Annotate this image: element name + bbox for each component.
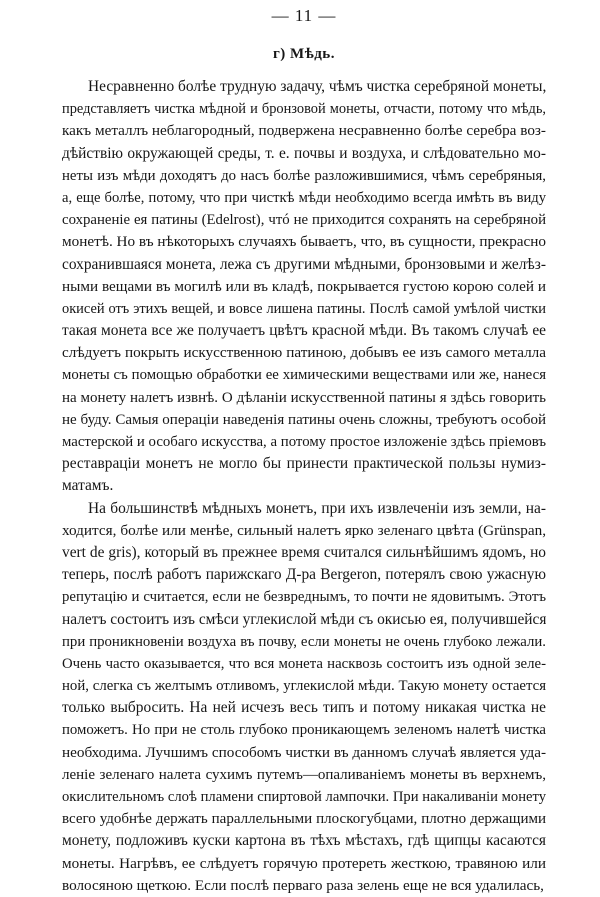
text-line: а, еще болѣе, потому, что при чисткѣ мѣди необходимо всегда имѣть въ виду: [62, 189, 546, 206]
text-line: монеты. Нагрѣвъ, ее слѣдуетъ горячую протереть жесткою, травяною или: [62, 854, 546, 872]
text-line: представляетъ чистка мѣдной и бронзовой монеты, отчасти, потому что мѣдь,: [62, 101, 546, 118]
page-number: — 11 —: [271, 6, 337, 25]
text-line: при проникновеніи воздуха въ почву, если монеты не очень глубоко лежали.: [62, 633, 546, 650]
text-line: налетъ состоитъ изъ смѣси углекислой мѣди съ окисью ея, получившейся: [62, 610, 546, 628]
text-line: ной, слегка съ желтымъ отливомъ, углекислой мѣди. Такую монету остается: [62, 678, 546, 695]
body-text: [62, 76, 546, 897]
text-line: репутацію и считается, если не безвреднымъ, то почти не ядовитымъ. Этотъ: [62, 589, 546, 606]
text-line: только выбросить. На ней исчезъ весь типъ и потому никакая чистка не: [62, 699, 546, 717]
text-line: какъ металлъ неблагородный, подвержена несравненно болѣе серебра воз-: [62, 122, 546, 140]
text-line: не буду. Самыя операціи наведенія патины очень сложны, требуютъ особой: [62, 411, 546, 428]
text-line: необходима. Лучшимъ способомъ чистки въ данномъ случаѣ является уда-: [62, 743, 546, 761]
text-line: окислительномъ слоѣ пламени спиртовой лампочки. При накаливаніи монету: [62, 789, 546, 805]
text-line: всего удобнѣе держать параллельными плоскогубцами, плотно держащими: [62, 811, 546, 828]
text-line: матамъ.: [62, 477, 114, 495]
text-line: мастерской и особаго искусства, а потому простое изложеніе здѣсь пріемовъ: [62, 434, 546, 450]
text-line: ными вещами въ могилѣ или въ кладѣ, покрывается густою корою солей и: [62, 277, 546, 295]
text-line: сохраненіе ея патины (Edelrost), чтó не приходится сохранять на серебряной: [62, 212, 546, 229]
text-line: ходится, болѣе или менѣе, сильный налетъ ярко зеленаго цвѣта (Grünspan,: [62, 521, 546, 539]
paragraph: [62, 498, 546, 897]
section-title: г) Мѣдь.: [273, 46, 335, 62]
text-line: монету, подложивъ куски картона въ тѣхъ мѣстахъ, гдѣ щипцы касаются: [62, 832, 546, 850]
text-line: vert de gris), который въ прежнее время считался сильнѣйшимъ ядомъ, но: [62, 543, 546, 561]
text-line: Несравненно болѣе трудную задачу, чѣмъ чистка серебряной монеты,: [88, 78, 546, 95]
text-line: теперь, послѣ работъ парижскаго Д-ра Bergeron, потерялъ свою ужасную: [62, 566, 546, 584]
text-line: монетѣ. Но въ нѣкоторыхъ случаяхъ бываетъ, что, въ сущности, прекрасно: [62, 233, 546, 251]
text-line: такая монета все же получаетъ цвѣтъ красной мѣди. Въ такомъ случаѣ ее: [62, 322, 546, 340]
text-line: На большинствѣ мѣдныхъ монетъ, при ихъ извлеченіи изъ земли, на-: [88, 499, 546, 517]
text-line: дѣйствію окружающей среды, т. е. почвы и воздуха, и слѣдовательно мо-: [62, 144, 546, 162]
text-line: волосяною щеткою. Если послѣ перваго раза зелень еще не вся удалилась,: [62, 876, 544, 894]
paragraph: [62, 76, 546, 498]
text-line: на монету налетъ извнѣ. О дѣланіи искусственной патины я здѣсь говорить: [62, 389, 546, 406]
text-line: сохранившаяся монета, лежа съ другими мѣдными, бронзовыми и желѣз-: [62, 255, 546, 273]
text-line: поможетъ. Но при не столь глубоко проникающемъ зеленомъ налетѣ чистка: [62, 722, 546, 739]
text-line: окисей отъ этихъ вещей, и вовсе лишена патины. Послѣ самой умѣлой чистки: [62, 300, 546, 317]
text-line: неты изъ мѣди доходятъ до насъ болѣе разложившимися, чѣмъ серебряныя,: [62, 167, 546, 184]
text-line: слѣдуетъ покрыть искусственною патиною, добывъ ее изъ самого металла: [62, 344, 546, 362]
text-line: леніе зеленаго налета сухимъ путемъ—опаливаніемъ монеты въ верхнемъ,: [62, 766, 546, 783]
text-line: Очень часто оказывается, что вся монета насквозь состоитъ изъ одной зеле-: [62, 655, 546, 672]
text-line: монеты съ помощью обработки ее химическими веществами или же, нанеся: [62, 367, 546, 384]
text-line: реставраціи монетъ не могло бы принести практической пользы нумиз-: [62, 455, 546, 473]
